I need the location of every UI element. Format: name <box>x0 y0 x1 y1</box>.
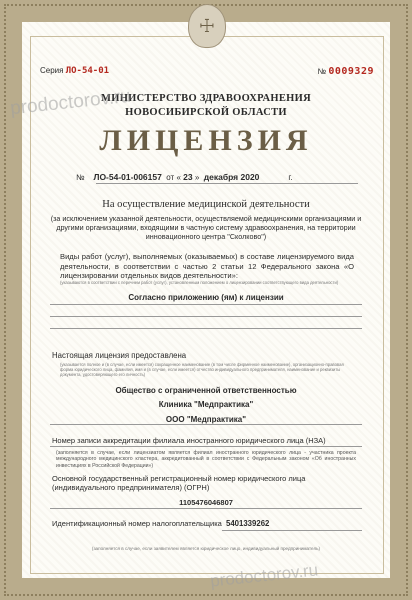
reg-month: декабря 2020 <box>203 172 260 182</box>
form-number-label: № <box>317 67 327 76</box>
blank-line-1 <box>50 316 362 317</box>
accreditation-note: (заполняется в случае, если лицензиатом является филиал иностранного юридического лица - участника проекта международного медицинского кластера, аккредитованный в соответствии с Федеральным законом «Об иностранных инвестициях в Российской Федерации») <box>56 450 356 469</box>
inn-note: (заполняется в случае, если заявителем является юридическое лицо, индивидуальный предприниматель) <box>91 546 321 551</box>
ministry-line1: МИНИСТЕРСТВО ЗДРАВООХРАНЕНИЯ <box>101 93 311 104</box>
reg-close: » <box>194 173 200 182</box>
holder-underline <box>50 424 362 425</box>
activity-title: На осуществление медицинской деятельности <box>102 199 310 210</box>
coat-of-arms-icon: ☩ <box>188 4 226 48</box>
activity-exclusion: (за исключением указанной деятельности, осуществляемой медицинскими организациями и другими организациями, входящими в частную систему здравоохранения, на территории инновационного центра "Сколково") <box>50 214 362 241</box>
activity-types: Виды работ (услуг), выполняемых (оказываемых) в составе лицензируемого вида деятельности, в соответствии с частью 2 статьи 12 Федерального закона «О лицензировании отдельных видов деятельности»: <box>60 252 354 280</box>
inn-label: Идентификационный номер налогоплательщика <box>52 519 222 528</box>
ogrn-value: 1105476046807 <box>179 498 233 507</box>
watermark-bottom: prodoctorov.ru <box>209 560 320 591</box>
granted-label: Настоящая лицензия предоставлена <box>52 351 187 360</box>
series-label: Серия <box>40 66 64 75</box>
appendix-underline <box>50 304 362 305</box>
reg-year-suffix: г. <box>288 173 293 182</box>
holder-name-clinic: Клиника "Медпрактика" <box>158 400 254 409</box>
watermark: prodoctorov.ru <box>9 85 132 120</box>
granted-note: (указывается полное и (в случае, если имеется) сокращенное наименование (в том числе фирменное наименование), организационно-правовая форма юридического лица, фамилия, имя и (в случае, если имеется) отчество индивидуального предпринимателя, наименование и реквизиты документа, удостоверяющего его личность) <box>60 362 344 377</box>
series <box>40 66 109 76</box>
registration-line <box>76 172 292 182</box>
reg-from: от « <box>166 173 181 182</box>
ogrn-underline <box>50 508 362 509</box>
accreditation-underline <box>50 446 362 447</box>
reg-underline <box>96 183 358 184</box>
per-appendix: Согласно приложению (ям) к лицензии <box>128 293 284 302</box>
accreditation-label: Номер записи аккредитации филиала иностранного юридического лица (НЗА) <box>52 436 326 445</box>
ogrn-label: Основной государственный регистрационный номер юридического лица (индивидуального предпринимателя) (ОГРН) <box>52 474 306 492</box>
holder-name-full: Общество с ограниченной ответственностью <box>115 386 297 395</box>
blank-line-2 <box>50 328 362 329</box>
reg-day: 23 <box>183 172 193 182</box>
reg-number: ЛО-54-01-006157 <box>93 172 162 182</box>
form-number <box>318 66 374 77</box>
form-number-value: 0009329 <box>328 66 374 77</box>
series-value: ЛО-54-01 <box>65 66 110 76</box>
ministry-line2: НОВОСИБИРСКОЙ ОБЛАСТИ <box>125 107 287 118</box>
reg-no-label: № <box>76 173 85 182</box>
inn-value: 5401339262 <box>226 519 270 528</box>
activity-types-note: (указываются в соответствии с перечнем работ (услуг), установленным положением о лицензировании соответствующего вида деятельности) <box>60 280 339 285</box>
inn-underline <box>222 530 362 531</box>
page-title: ЛИЦЕНЗИЯ <box>99 124 313 157</box>
holder-name-short: ООО "Медпрактика" <box>165 415 247 424</box>
